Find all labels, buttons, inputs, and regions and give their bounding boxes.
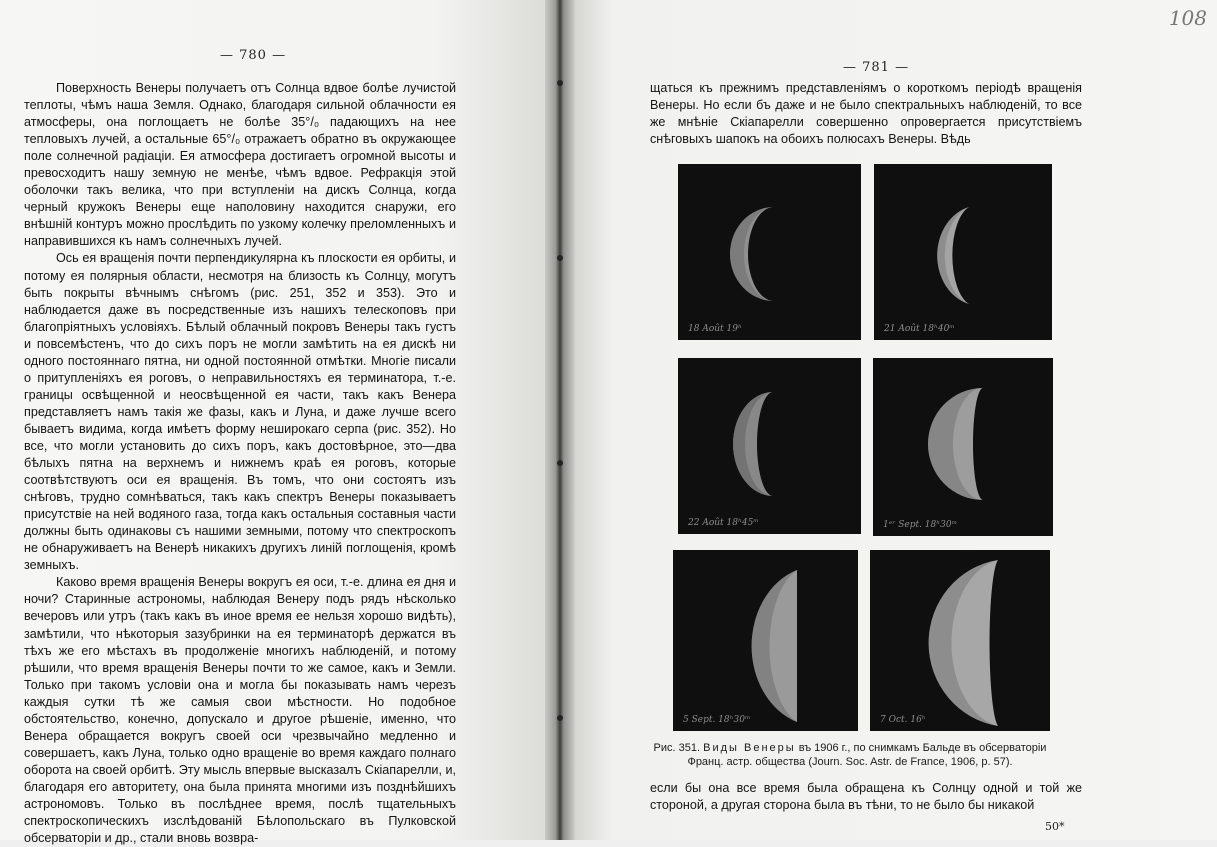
right-page [575, 0, 1217, 840]
photo-date-label: 18 Août 19ʰ [688, 324, 742, 334]
photo-date-label: 1ᵉʳ Sept. 18ʰ30ᵐ [883, 520, 958, 530]
left-page-text [24, 80, 456, 847]
venus-phase-image [870, 550, 1050, 731]
figure-caption [635, 741, 1065, 769]
venus-photo-5 [673, 550, 858, 731]
book-gutter [545, 0, 575, 840]
paragraph-2: Ось ея вращенiя почти перпендикулярна къ плоскости ея орбиты, и потому ея полярныя области, несмотря на близость къ Солнцу, могутъ быть покрыты вѣчнымъ снѣгомъ (рис. 251, 352 и 353). Это и наблюдается даже въ посредственные изъ нашихъ телескоповъ при благопрiятныхъ условiяхъ. Бѣлый облачный покровъ Венеры такъ густъ и повсемѣстенъ, что до сихъ поръ не могли замѣтить на ея дискѣ ни одного постояннаго пятна, ни одной постоянной отмѣтки. Многiе писали о притупленiяхъ ея роговъ, о неправильностяхъ ея терминатора, т.-е. границы освѣщенной и неосвѣщенной ея части, такъ какъ Венера представляетъ намъ такiя же фазы, какъ и Луна, и даже лучше всего бываетъ видима, когда имѣетъ форму неширокаго серпа (рис. 352). Но все, что могли установить до сихъ поръ, какъ достовѣрное, это—два бѣлыхъ пятна на верхнемъ и нижнемъ краѣ ея роговъ, которые соотвѣтствуютъ оси ея вращенiя. Въ томъ, что они состоятъ изъ снѣговъ, трудно сомнѣваться, такъ какъ спектръ Венеры показываетъ присутствiе на ней водяного газа, тогда какъ остальныя составныя части должны быть одинаковы съ нашими земными, потому что спектроскопъ не обнаруживаетъ на Венерѣ никакихъ другихъ линiй поглощенiя, кромѣ земныхъ. [24, 251, 456, 573]
venus-phase-image [873, 358, 1053, 536]
right-page-bottom-text [650, 780, 1082, 814]
venus-photo-1 [678, 164, 861, 340]
paragraph-1: Поверхность Венеры получаетъ отъ Солнца вдвое болѣе лучистой теплоты, чѣмъ наша Земля. Однако, благодаря сильной облачности ея атмосферы, она поглощаетъ не болѣе 35°/₀ падающихъ на нее тепловыхъ лучей, а остальные 65°/₀ отражаетъ обратно въ окружающее поле солнечной радiацiи. Ея атмосфера достигаетъ огромной высоты и превосходитъ нашу земную не менѣе, чѣмъ вдвое. Рефракцiя этой оболочки такъ велика, что при вступленiи на дискъ Солнца, когда черный кружокъ Венеры еще наполовину находится снаружи, его внѣшнiй контуръ можно прослѣдить по узкому колечку преломленныхъ и направившихся къ намъ солнечныхъ лучей. [24, 81, 456, 249]
caption-figure-number: Рис. 351. [653, 742, 701, 754]
photo-date-label: 22 Août 18ʰ45ᵐ [688, 518, 759, 528]
photo-date-label: 5 Sept. 18ʰ30ᵐ [683, 715, 751, 725]
venus-photo-3 [678, 358, 861, 534]
photo-date-label: 21 Août 18ʰ40ᵐ [884, 324, 955, 334]
venus-phase-image [678, 164, 861, 340]
paragraph-continuation: щаться къ прежнимъ представленiямъ о короткомъ перiодѣ вращенiя Венеры. Но если бъ даже и не было спектральныхъ наблюденiй, то все же мнѣнiе Скiапарелли совершенно опровергается присутствiемъ снѣговыхъ шапокъ на обоихъ полюсахъ Венеры. Вѣдь [650, 81, 1082, 147]
venus-phase-image [678, 358, 861, 534]
page-number-left: — 780 — [220, 48, 287, 63]
venus-phase-image [874, 164, 1052, 340]
signature-mark: 50* [1045, 820, 1065, 833]
venus-phase-image [673, 550, 858, 731]
page-number-right: — 781 — [843, 60, 910, 75]
right-page-top-text [650, 80, 1082, 148]
venus-photo-4 [873, 358, 1053, 536]
binding-stitch [557, 715, 563, 721]
venus-photo-6 [870, 550, 1050, 731]
caption-spaced-title: Виды Венеры [703, 742, 796, 754]
venus-photo-2 [874, 164, 1052, 340]
paragraph-3: Каково время вращенiя Венеры вокругъ ея оси, т.-е. длина ея дня и ночи? Старинные астрономы, наблюдая Венеру подъ рядъ нѣсколько вечеровъ или утръ (такъ какъ въ иное время ее нельзя хорошо видѣть), замѣтили, что нѣкоторыя зазубринки на ея терминаторѣ держатся въ тѣхъ же его мѣстахъ въ продолженiе многихъ наблюденiй, и потому рѣшили, что время вращенiя Венеры почти то же самое, какъ и Земли. Только при такомъ условiи она и могла бы показывать намъ черезъ каждыя сутки тѣ же самыя свои мѣстности. Но подобное обстоятельство, конечно, допускало и другое рѣшенiе, именно, что Венера обращается вокругъ своей оси чрезвычайно медленно и совершаетъ, какъ Луна, только одно вращенiе во время каждаго полнаго оборота на своей орбитѣ. Эту мысль впервые высказалъ Скiапарелли, и, благодаря его авторитету, она была принята многими изъ позднѣйшихъ астрономовъ. Только въ послѣднее время, послѣ тщательныхъ спектроскопическихъ изслѣдованiй Бѣлопольскаго въ Пулковской обсерваторiи и др., стали вновь возвра- [24, 575, 456, 846]
handwritten-page-note: 108 [1168, 6, 1207, 30]
left-page [0, 0, 545, 846]
photo-date-label: 7 Oct. 16ʰ [880, 715, 926, 725]
caption-text: въ 1906 г., по снимкамъ Бальде въ обсерваторiи Франц. астр. общества (Journ. Soc. Astr. de France, 1906, p. 57). [687, 742, 1047, 768]
paragraph-bottom: если бы она все время была обращена къ Солнцу одной и той же стороной, а другая сторона была въ тѣни, то не было бы никакой [650, 781, 1082, 813]
binding-stitch [557, 460, 563, 466]
binding-stitch [557, 80, 563, 86]
binding-stitch [557, 255, 563, 261]
